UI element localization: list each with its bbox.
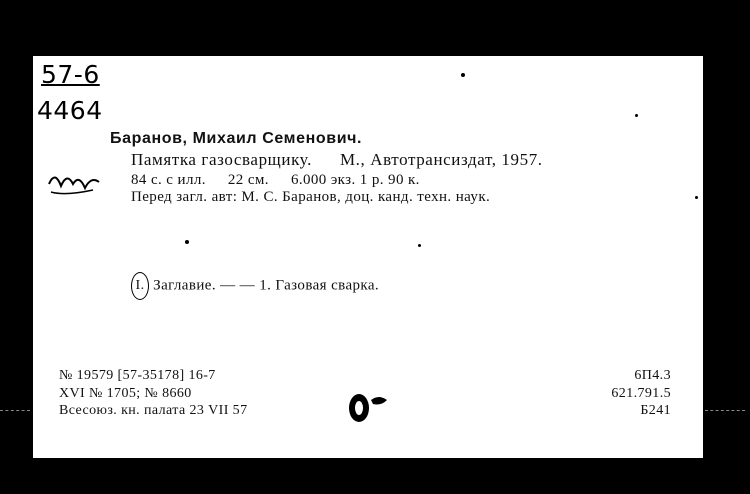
tracing-text: Заглавие. — — 1. Газовая сварка. <box>153 277 380 294</box>
pagination: 84 с. с илл. <box>131 172 206 188</box>
tracing <box>131 272 379 300</box>
speck <box>635 114 638 117</box>
record-number: № 19579 [57-35178] 16-7 <box>59 368 216 383</box>
classification: 6П4.3 <box>634 368 671 383</box>
series-number: XVI № 1705; № 8660 <box>59 386 192 401</box>
call-number-line1: 57-6 <box>41 60 100 89</box>
handwritten-mark-icon <box>45 166 105 202</box>
catalog-card <box>33 56 703 458</box>
author-heading: Баранов, Михаил Семенович. <box>110 130 363 147</box>
title-imprint <box>131 150 543 170</box>
udc-code: 621.791.5 <box>611 386 671 401</box>
speck <box>418 244 421 247</box>
print-run-price: 6.000 экз. 1 р. 90 к. <box>290 172 420 188</box>
chamber-stamp: Всесоюз. кн. палата 23 VII 57 <box>59 403 248 418</box>
scan-artifact <box>0 410 30 411</box>
speck <box>695 196 698 199</box>
circled-numeral: I. <box>131 272 149 300</box>
responsibility-note: Перед загл. авт: М. С. Баранов, доц. канд. техн. наук. <box>131 189 491 205</box>
imprint: М., Автотрансиздат, 1957. <box>339 150 543 169</box>
book-title: Памятка газосварщику. <box>131 150 312 169</box>
call-number-line2: 4464 <box>37 96 103 125</box>
speck <box>461 73 465 77</box>
dimensions: 22 см. <box>227 172 269 188</box>
scan-artifact <box>705 410 745 411</box>
ink-blot-icon <box>343 386 393 426</box>
speck <box>185 240 189 244</box>
author-mark: Б241 <box>640 403 671 418</box>
physical-description <box>131 172 420 189</box>
